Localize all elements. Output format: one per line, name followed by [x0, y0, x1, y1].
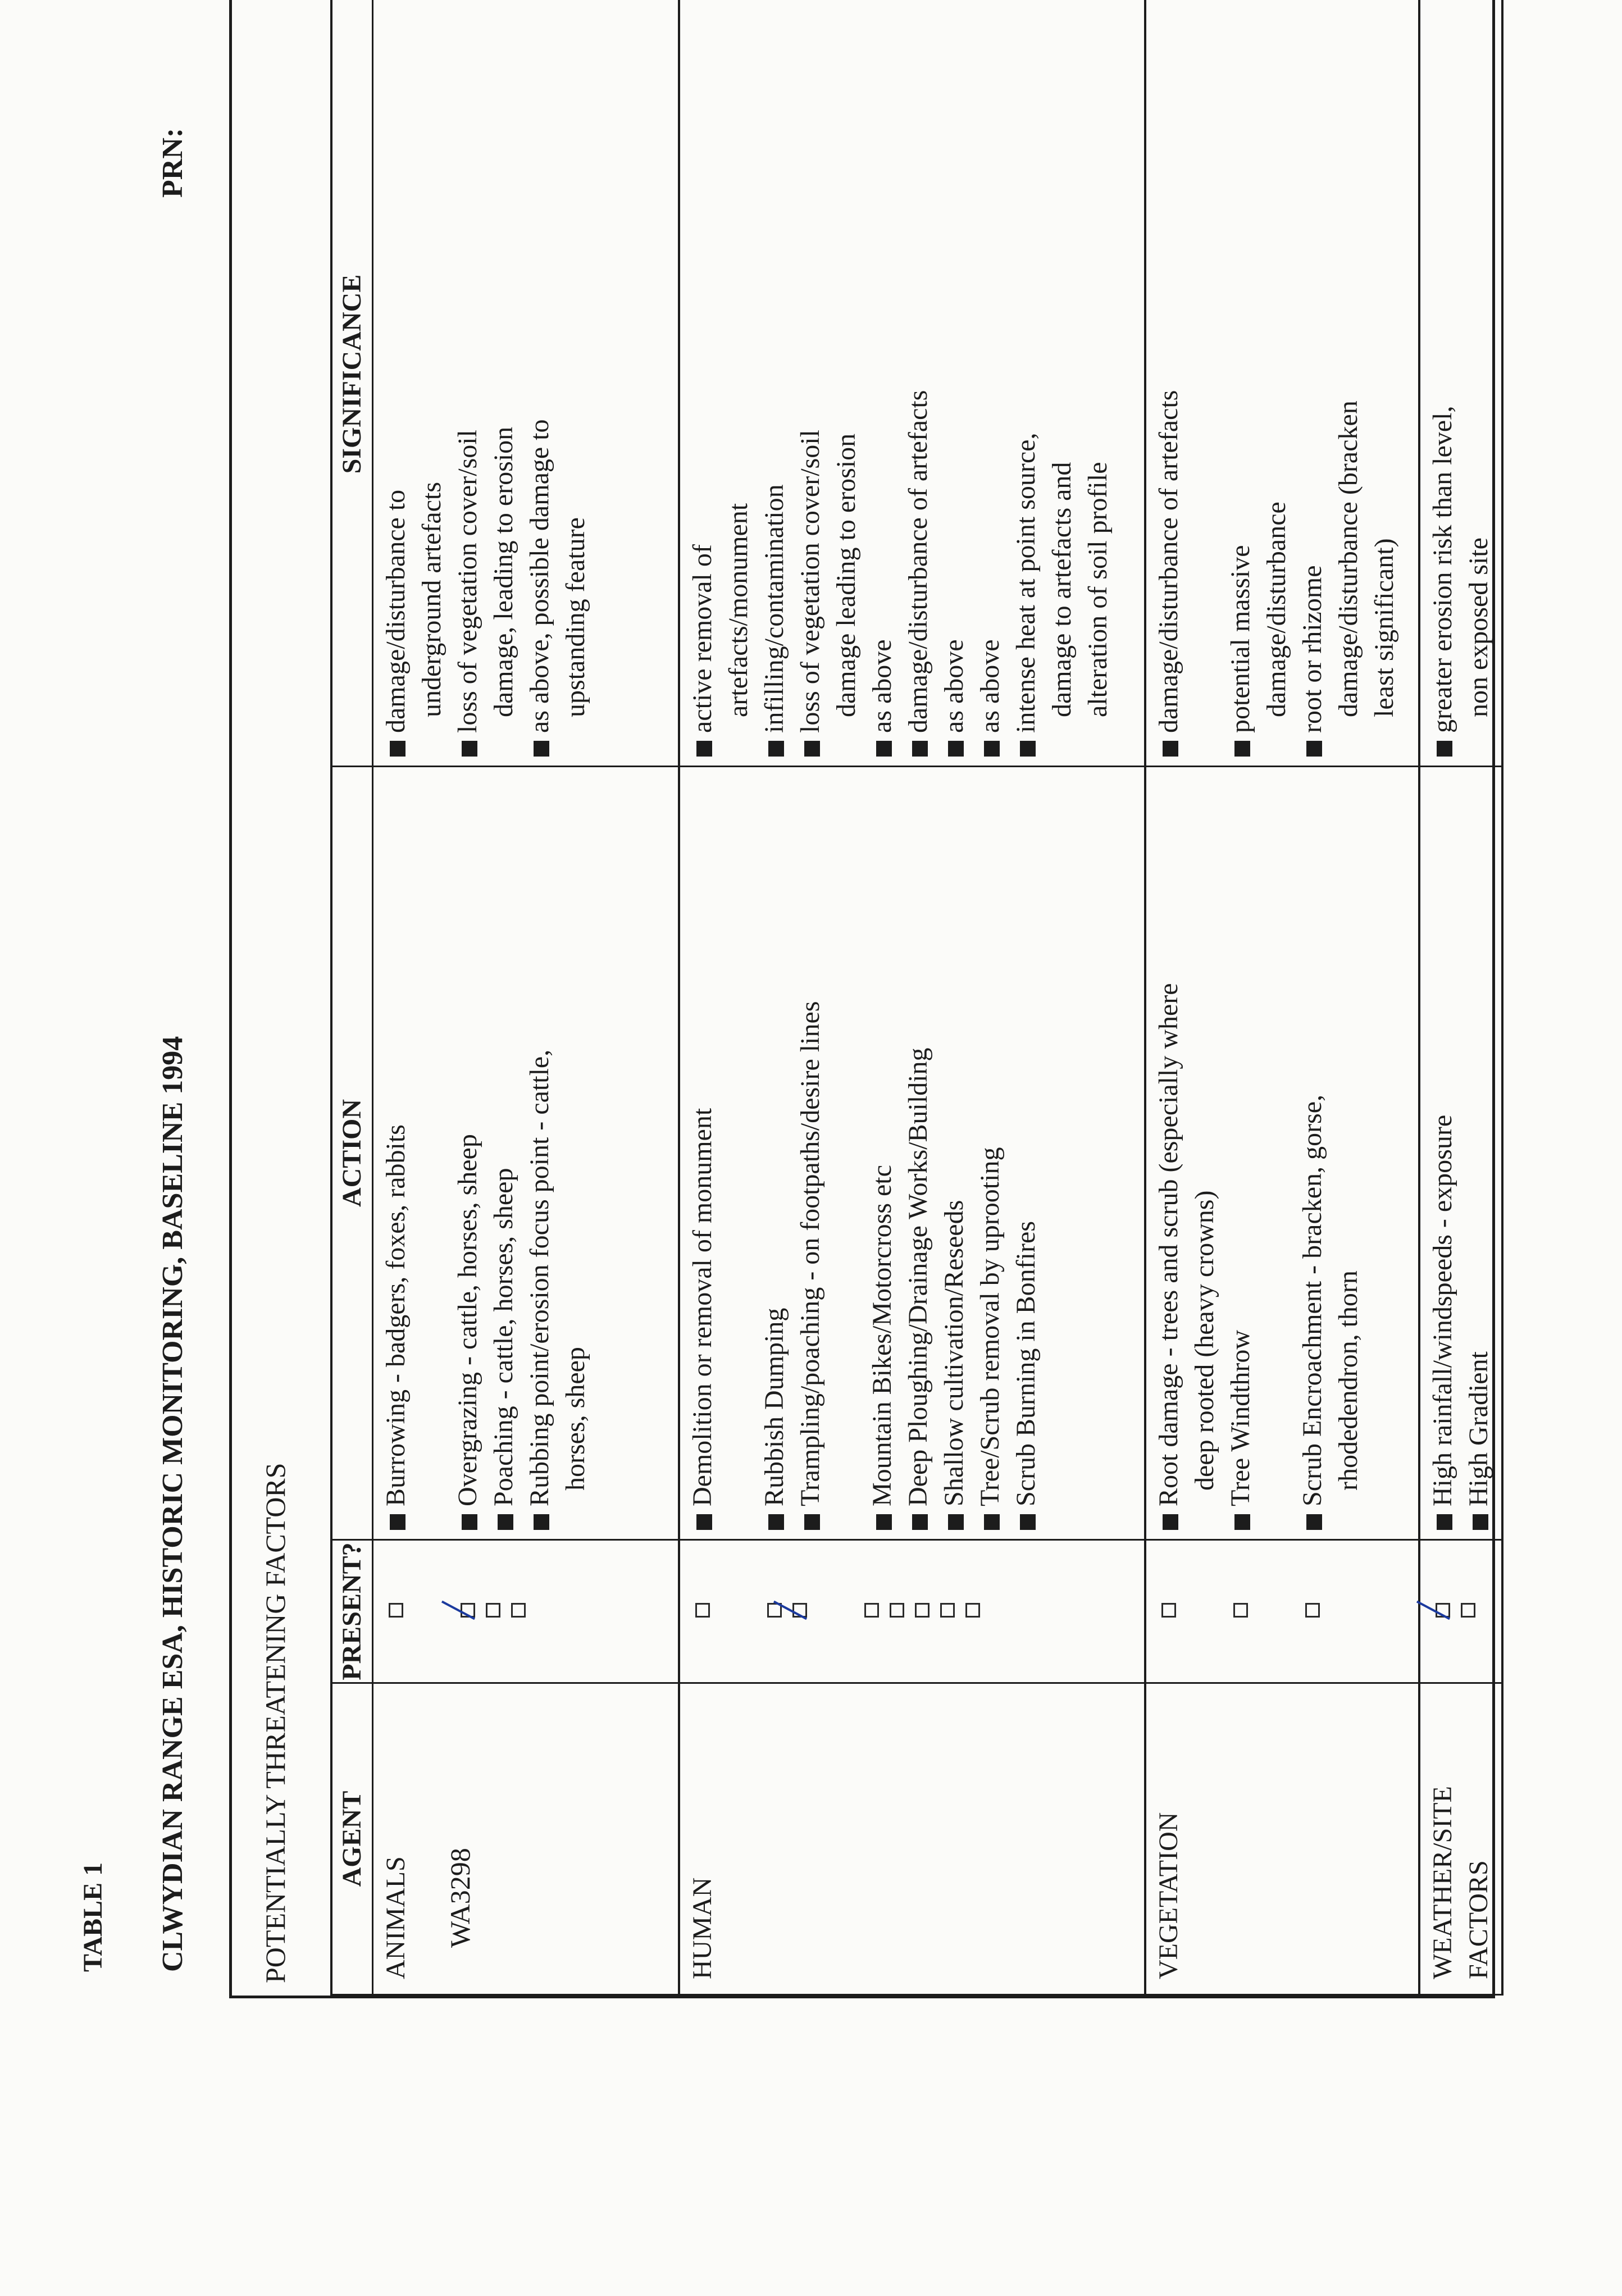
bullet-square-icon: [696, 1514, 712, 1530]
bullet-square-icon: [1163, 1514, 1178, 1530]
list-item: Overgrazing - cattle, horses, sheep: [450, 774, 486, 1530]
list-item: greater erosion risk than level,: [1425, 0, 1461, 757]
list-item-continuation: underground artefacts: [417, 482, 446, 717]
present-cell: [1419, 1540, 1502, 1683]
list-item: Tree/Scrub removal by uprooting: [972, 774, 1008, 1530]
present-checkbox[interactable]: [940, 1603, 955, 1618]
present-cell: [1145, 1540, 1419, 1683]
list-item: damage/disturbance to: [378, 0, 414, 757]
list-item: Rubbish Dumping: [757, 774, 792, 1530]
list-item-continuation: least significant): [1369, 538, 1399, 717]
bullet-square-icon: [912, 741, 928, 757]
bullet-square-icon: [534, 1514, 549, 1530]
bullet-square-icon: [1437, 1514, 1452, 1530]
list-item: loss of vegetation cover/soil: [792, 0, 828, 757]
present-checkbox[interactable]: [864, 1603, 879, 1618]
bullet-square-icon: [1306, 1514, 1322, 1530]
significance-cell: [373, 0, 679, 767]
action-cell: [1419, 767, 1502, 1540]
list-item: as above: [864, 0, 900, 757]
significance-cell: [679, 0, 1145, 767]
table-row-human: [679, 0, 1145, 1995]
list-item-continuation: damage/disturbance (bracken: [1333, 400, 1363, 717]
list-item: damage/disturbance of artefacts: [1151, 0, 1187, 757]
list-item: Demolition or removal of monument: [685, 774, 721, 1530]
agent-label-continuation: FACTORS: [1463, 1860, 1493, 1979]
present-checkbox[interactable]: [890, 1603, 904, 1618]
agent-cell: [373, 1683, 679, 1995]
list-item: High rainfall/windspeeds - exposure: [1425, 774, 1461, 1530]
present-checkbox[interactable]: [1461, 1603, 1475, 1618]
list-item: infilling/contamination: [757, 0, 792, 757]
list-item-continuation: rhodedendron, thorn: [1333, 1270, 1363, 1491]
list-item: as above: [936, 0, 972, 757]
list-item: damage/disturbance of artefacts: [900, 0, 936, 757]
present-checkbox-checked[interactable]: [792, 1603, 807, 1618]
list-item: Tree Windthrow: [1223, 774, 1259, 1530]
list-item: as above, possible damage to: [522, 0, 558, 757]
list-item-continuation: alteration of soil profile: [1082, 462, 1113, 717]
bullet-square-icon: [804, 741, 820, 757]
bullet-square-icon: [1437, 741, 1452, 757]
list-item: active removal of: [685, 0, 721, 757]
agent-cell: [1145, 1683, 1419, 1995]
bullet-square-icon: [804, 1514, 820, 1530]
column-header-present: PRESENT?: [331, 1540, 373, 1683]
agent-label: WEATHER/SITE: [1427, 1786, 1457, 1979]
factors-frame: [229, 0, 1495, 1998]
list-item-continuation: damage leading to erosion: [831, 433, 861, 717]
section-title: POTENTIALLY THREATENING FACTORS: [259, 1463, 291, 1983]
bullet-square-icon: [1234, 741, 1250, 757]
list-item-continuation: non exposed site: [1463, 537, 1493, 717]
bullet-square-icon: [462, 741, 477, 757]
agent-label: VEGETATION: [1153, 1812, 1183, 1979]
list-item: Shallow cultivation/Reseeds: [936, 774, 972, 1530]
action-cell: [1145, 767, 1419, 1540]
present-checkbox[interactable]: [511, 1603, 526, 1618]
action-cell: [373, 767, 679, 1540]
present-checkbox[interactable]: [695, 1603, 710, 1618]
bullet-square-icon: [498, 1514, 513, 1530]
list-item: Mountain Bikes/Motorcross etc: [864, 774, 900, 1530]
agent-label: HUMAN: [687, 1877, 717, 1979]
present-checkbox[interactable]: [965, 1603, 980, 1618]
present-cell: [373, 1540, 679, 1683]
present-checkbox[interactable]: [1233, 1603, 1248, 1618]
bullet-square-icon: [390, 741, 406, 757]
list-item: Trampling/poaching - on footpaths/desire lines: [792, 774, 828, 1530]
list-item: High Gradient: [1461, 774, 1497, 1530]
present-checkbox[interactable]: [389, 1603, 403, 1618]
significance-cell: [1145, 0, 1419, 767]
list-item: Poaching - cattle, horses, sheep: [486, 774, 522, 1530]
header-row: [331, 0, 373, 1995]
column-header-agent: AGENT: [331, 1683, 373, 1995]
bullet-square-icon: [1020, 1514, 1036, 1530]
present-checkbox-checked[interactable]: [1436, 1603, 1450, 1618]
bullet-square-icon: [948, 741, 964, 757]
column-header-action: ACTION: [331, 767, 373, 1540]
factors-table: [330, 0, 1503, 1996]
agent-cell: [1419, 1683, 1502, 1995]
bullet-square-icon: [948, 1514, 964, 1530]
bullet-square-icon: [876, 1514, 892, 1530]
bullet-square-icon: [768, 741, 784, 757]
bullet-square-icon: [912, 1514, 928, 1530]
list-item: as above: [972, 0, 1008, 757]
present-checkbox[interactable]: [1305, 1603, 1320, 1618]
list-item-continuation: deep rooted (heavy crowns): [1189, 1190, 1219, 1491]
table-row-vegetation: [1145, 0, 1419, 1995]
bullet-square-icon: [1020, 741, 1036, 757]
bullet-square-icon: [390, 1514, 406, 1530]
list-item-continuation: damage/disturbance: [1261, 502, 1291, 717]
column-header-significance: SIGNIFICANCE: [331, 0, 373, 767]
significance-cell: [1419, 0, 1502, 767]
bullet-square-icon: [984, 741, 1000, 757]
present-cell: [679, 1540, 1145, 1683]
agent-cell: [679, 1683, 1145, 1995]
action-cell: [679, 767, 1145, 1540]
list-item: loss of vegetation cover/soil: [450, 0, 486, 757]
list-item: Deep Ploughing/Drainage Works/Building: [900, 774, 936, 1530]
list-item: potential massive: [1223, 0, 1259, 757]
list-item: root or rhizome: [1295, 0, 1331, 757]
list-item: Root damage - trees and scrub (especially where: [1151, 774, 1187, 1530]
bullet-square-icon: [696, 741, 712, 757]
table-label: TABLE 1: [78, 1862, 108, 1972]
present-checkbox[interactable]: [1161, 1603, 1176, 1618]
list-item-continuation: damage, leading to erosion: [489, 426, 518, 717]
present-checkbox-checked[interactable]: [461, 1603, 475, 1618]
list-item: Scrub Encroachment - bracken, gorse,: [1295, 774, 1331, 1530]
bullet-square-icon: [1163, 741, 1178, 757]
list-item-continuation: horses, sheep: [561, 1347, 590, 1491]
bullet-square-icon: [984, 1514, 1000, 1530]
bullet-square-icon: [534, 741, 549, 757]
prn-label: PRN:: [157, 127, 189, 198]
list-item: Rubbing point/erosion focus point - cattle,: [522, 774, 558, 1530]
bullet-square-icon: [1234, 1514, 1250, 1530]
list-item-continuation: upstanding feature: [561, 517, 590, 717]
present-checkbox[interactable]: [486, 1603, 500, 1618]
bullet-square-icon: [1306, 741, 1322, 757]
list-item: intense heat at point source,: [1008, 0, 1044, 757]
list-item: Burrowing - badgers, foxes, rabbits: [378, 774, 414, 1530]
table-row-weather-site-factors: [1419, 0, 1502, 1995]
bullet-square-icon: [462, 1514, 477, 1530]
bullet-square-icon: [768, 1514, 784, 1530]
document-title: CLWYDIAN RANGE ESA, HISTORIC MONITORING, BASELINE 1994: [157, 1036, 189, 1972]
list-item: Scrub Burning in Bonfires: [1008, 774, 1044, 1530]
table-row-animals: [373, 0, 679, 1995]
list-item-continuation: artefacts/monument: [723, 503, 753, 717]
bullet-square-icon: [876, 741, 892, 757]
present-checkbox[interactable]: [915, 1603, 930, 1618]
document-reference: WA3298: [444, 1848, 476, 1948]
agent-label: ANIMALS: [381, 1856, 411, 1979]
bullet-square-icon: [1473, 1514, 1488, 1530]
list-item-continuation: damage to artefacts and: [1046, 462, 1077, 717]
